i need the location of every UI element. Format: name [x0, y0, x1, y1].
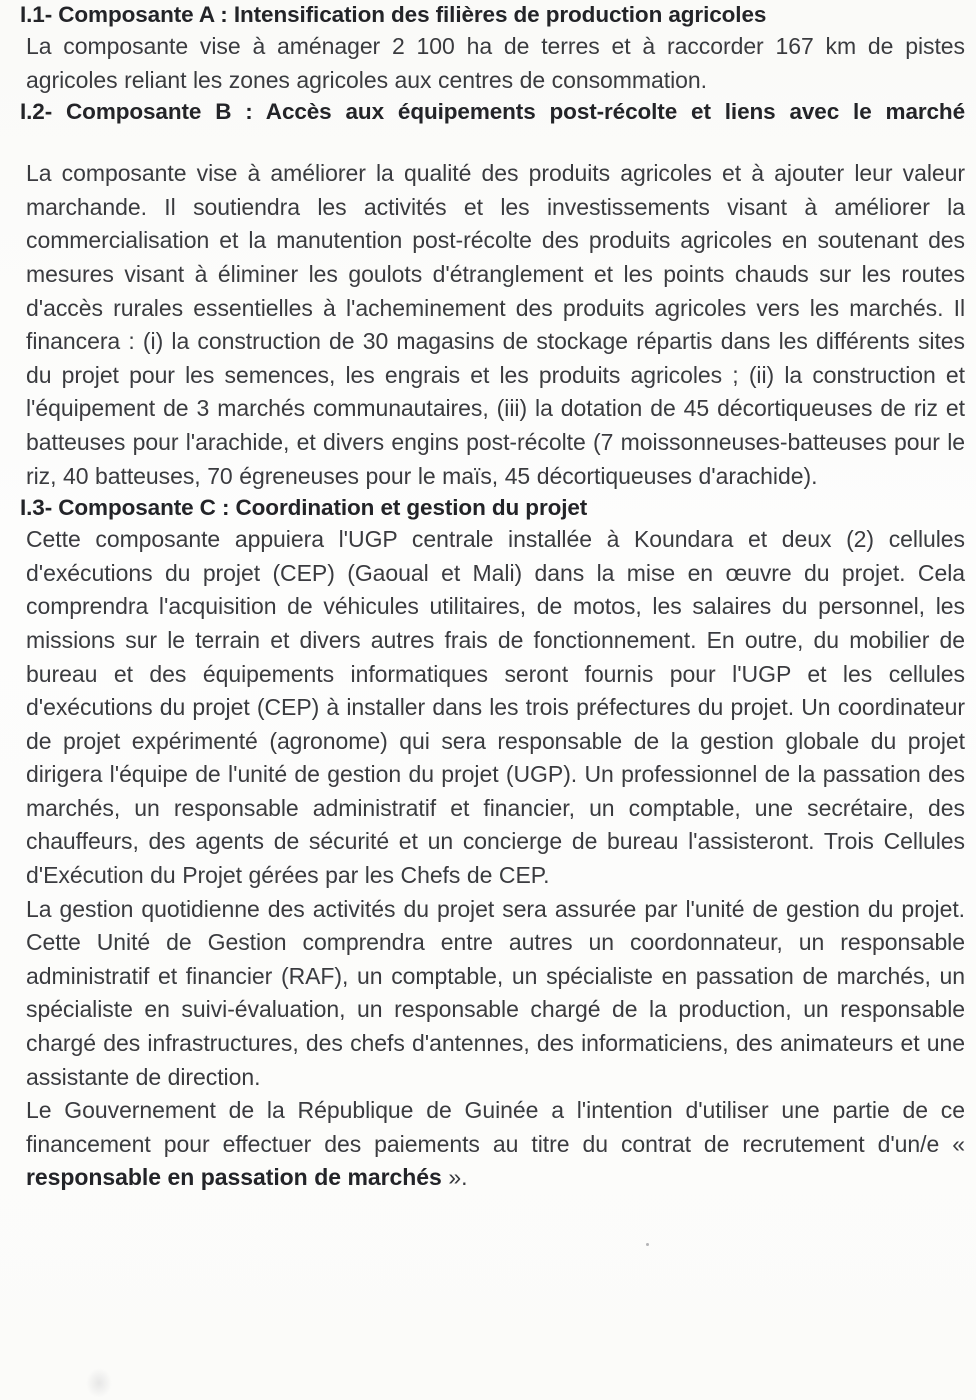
scan-artifact-dot [646, 1243, 649, 1246]
scan-artifact-smudge [86, 1368, 112, 1398]
section-paragraph-3-2: La gestion quotidienne des activités du projet sera assurée par l'unité de gestion du projet. Cette Unité de Gestion comprendra entre autres un coordonnateur, un responsable administratif et financier (RAF), un comptable, un spécialiste en passation de marchés, un spécialiste en suivi-évaluation, un responsable chargé de la production, un responsable chargé des infrastructures, des chefs d'antennes, des informaticiens, des animateurs et une assistante de direction. [26, 895, 965, 1090]
closing-text-before-bold: Le Gouvernement de la République de Guinée a l'intention d'utiliser une partie de ce financement pour effectuer des paiements au titre du contrat de recrutement d'un/e « [26, 1097, 965, 1157]
section-paragraph-1-1: La composante vise à aménager 2 100 ha de terres et à raccorder 167 km de pistes agricoles reliant les zones agricoles aux centres de consommation. [26, 33, 965, 93]
section-paragraph-3-1: Cette composante appuiera l'UGP centrale installée à Koundara et deux (2) cellules d'exécutions du projet (CEP) (Gaoual et Mali) dans la mise en œuvre du projet. Cela comprendra l'acquisition de véhicules utilitaires, de motos, les salaires du personnel, les missions sur le terrain et divers autres frais de fonctionnement. En outre, du mobilier de bureau et des équipements informatiques seront fournis pour l'UGP et les cellules d'exécutions du projet (CEP) à installer dans les trois préfectures du projet. Un coordinateur de projet expérimenté (agronome) qui sera responsable de la gestion globale du projet dirigera l'équipe de l'unité de gestion du projet (UGP). Un professionnel de la passation des marchés, un responsable administratif et financier, un comptable, une secrétaire, des chauffeurs, des agents de sécurité et un concierge de bureau l'assisteront. Trois Cellules d'Exécution du Projet gérées par les Chefs de CEP. [26, 526, 965, 889]
section-heading-1: I.1- Composante A : Intensification des filières de production agricoles [20, 2, 767, 27]
section-heading-2: I.2- Composante B : Accès aux équipements post-récolte et liens avec le marché [20, 99, 965, 125]
section-heading-3: I.3- Composante C : Coordination et gestion du projet [20, 495, 588, 521]
section-paragraph-2-1: La composante vise à améliorer la qualité des produits agricoles et à ajouter leur valeur marchande. Il soutiendra les activités et les investissements visant à améliorer la commercialisation et la manutention post-récolte des produits agricoles en soutenant des mesures visant à éliminer les goulots d'étranglement et les points chauds sur les routes d'accès rurales essentielles à l'acheminement des produits agricoles vers les marchés. Il financera : (i) la construction de 30 magasins de stockage répartis dans les différents sites du projet pour les semences, les engrais et les produits agricoles ; (ii) la construction et l'équipement de 3 marchés communautaires, (iii) la dotation de 45 décortiqueuses de riz et batteuses pour l'arachide, et divers engins post-récolte (7 moissonneuses-batteuses pour le riz, 40 batteuses, 70 égreneuses pour le maïs, 45 décortiqueuses d'arachide). [26, 160, 965, 489]
closing-bold-role-title: responsable en passation de marchés [26, 1164, 442, 1191]
closing-paragraph [20, 1094, 965, 1195]
closing-text-after-bold: ». [441, 1164, 468, 1191]
